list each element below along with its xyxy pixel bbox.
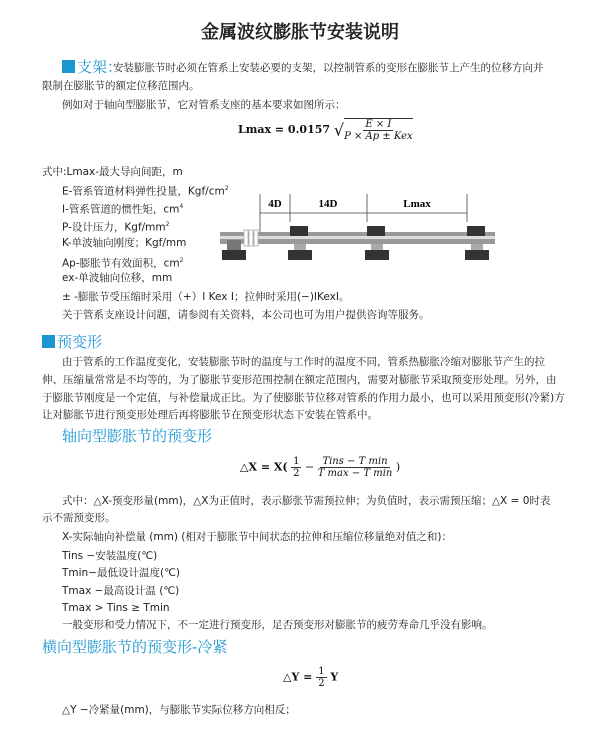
- dim-label-lmax: Lmax: [403, 198, 431, 210]
- variable-item: [62, 290, 349, 304]
- superscript: 4: [179, 203, 184, 210]
- close-paren: ): [395, 460, 401, 474]
- superscript: 2: [165, 221, 170, 228]
- numerator: 1: [318, 666, 325, 677]
- formula-lmax: Lmax = 0.0157 √ $\frac{E \times I}{\text{P × Ap ± Kex}}$: [238, 119, 413, 142]
- variable-item: [62, 182, 229, 199]
- var-text: E-管系管道材料弹性投量，Kgf/cm: [62, 185, 225, 198]
- formula-rhs: Y: [330, 670, 339, 684]
- numerator: E × I: [365, 119, 392, 130]
- var-text: ex-单波轴向位移，mm: [62, 272, 173, 284]
- lateral-note: △Y −冷紧量(mm)，与膨胀节实际位移方向相反；: [62, 704, 296, 716]
- denominator: P × Ap ± Kex: [344, 131, 413, 142]
- explanation-line: 示不需预变形。: [42, 512, 116, 524]
- bellows: [244, 230, 258, 246]
- formula-delta-x: [240, 456, 400, 479]
- var-text: K-单波轴向刚度；Kgf/mm: [62, 237, 187, 249]
- subheading-lateral: 横向型膨胀节的预变形-冷紧: [42, 638, 228, 656]
- paragraph-line: 安装膨胀节时必须在管系上安装必要的支架，以控制管系的变形在膨胀节上产生的位移方向并: [113, 62, 544, 74]
- half-fraction: [316, 666, 326, 689]
- var-text: I-管系管道的惯性矩，cm: [62, 203, 180, 216]
- heading-text: 支架：: [77, 58, 123, 76]
- formula-lhs: Lmax = 0.0157: [238, 123, 331, 136]
- variable-item: [62, 236, 186, 250]
- half-fraction: [291, 456, 301, 479]
- paragraph-line: 让对膨胀节进行预变形处理后再将膨胀节在预变形状态下安装在管系中。: [42, 409, 378, 421]
- support-note: 关于管系支座设计问题，请参阅有关资料，本公司也可为用户提供咨询等服务。: [62, 309, 430, 321]
- explanation-line: Tmax > Tins ≥ Tmin: [62, 602, 170, 614]
- formula-fraction: [344, 118, 413, 142]
- section-heading-predeform: [42, 333, 102, 351]
- denominator: 2: [318, 678, 325, 689]
- explanation-line: 式中：△X-预变形量(mm)，△X为正值时，表示膨张节需预拉伸；为负值时，表示需预压缩；△X = 0时表: [62, 495, 551, 507]
- dim-label-14d: 14D: [318, 198, 338, 210]
- formula-lhs: △Y =: [283, 670, 313, 684]
- page-title: 金属波纹膨胀节安装说明: [201, 22, 399, 43]
- numerator: 1: [293, 456, 300, 467]
- denominator: T max − T min: [317, 468, 393, 479]
- temp-fraction: [318, 456, 393, 479]
- minus-sign: −: [304, 460, 315, 474]
- explanation-line: X-实际轴向补偿量 (mm) (相对于膨胀节中间状态的拉伸和压缩位移量绝对值之和)：: [62, 531, 452, 543]
- paragraph-line: 例如对于轴向型膨胀节，它对管系支座的基本要求如图所示：: [62, 99, 346, 111]
- var-text: P-设计压力，Kgf/mm: [62, 221, 166, 234]
- paragraph-line: 由于管系的工作温度变化，安装膨胀节时的温度与工作时的温度不同，管系热膨胀冷缩对膨胀节产生的拉: [62, 356, 545, 368]
- explanation-line: Tins −安装温度(℃): [62, 550, 158, 562]
- explanation-line: Tmax −最高设计温 (℃): [62, 585, 180, 597]
- variable-item: [62, 254, 183, 271]
- square-bullet-icon: [62, 60, 75, 73]
- superscript: 2: [179, 257, 184, 264]
- var-text: ± -膨胀节受压缩时采用（+）I Kex I；拉伸时采用(−)IKexI。: [62, 291, 350, 303]
- variable-item: [62, 271, 172, 285]
- explanation-line: Tmin−最低设计温度(℃): [62, 567, 180, 579]
- paragraph-line: 伸、压缩量常常是不均等的，为了膨胀节变形范围控制在额定范围内，需要对膨胀节采取预变形处理。另外，由: [42, 374, 557, 386]
- var-text: Ap-膨胀节有效面积，cm: [62, 257, 180, 270]
- variable-item: [62, 218, 169, 235]
- support-diagram: [210, 190, 500, 270]
- denominator: 2: [293, 468, 300, 479]
- dim-label-4d: 4D: [268, 198, 282, 210]
- variable-where: 式中:Lmax-最大导向间距，m: [42, 166, 183, 178]
- paragraph-line: 于膨胀节刚度是一个定值，与补偿量成正比。为了使膨胀节位移对管系的作用力最小，也可以采用预变形(冷紧)方: [42, 392, 565, 404]
- square-bullet-icon: [42, 335, 55, 348]
- superscript: 2: [224, 185, 229, 192]
- formula-lhs: △X = X(: [240, 460, 288, 474]
- paragraph-line: 限制在膨胀节的额定位移范围内。: [42, 80, 200, 92]
- variable-item: [62, 200, 183, 217]
- heading-text: 预变形: [57, 333, 103, 351]
- numerator: Tins − T min: [322, 456, 388, 467]
- formula-delta-y: [283, 666, 338, 689]
- explanation-line: 一般变形和受力情况下，不一定进行预变形，足否预变形对膨胀节的疲劳寿命几乎没有影响。: [62, 619, 493, 631]
- subheading-axial: 轴向型膨胀节的预变形: [62, 427, 213, 445]
